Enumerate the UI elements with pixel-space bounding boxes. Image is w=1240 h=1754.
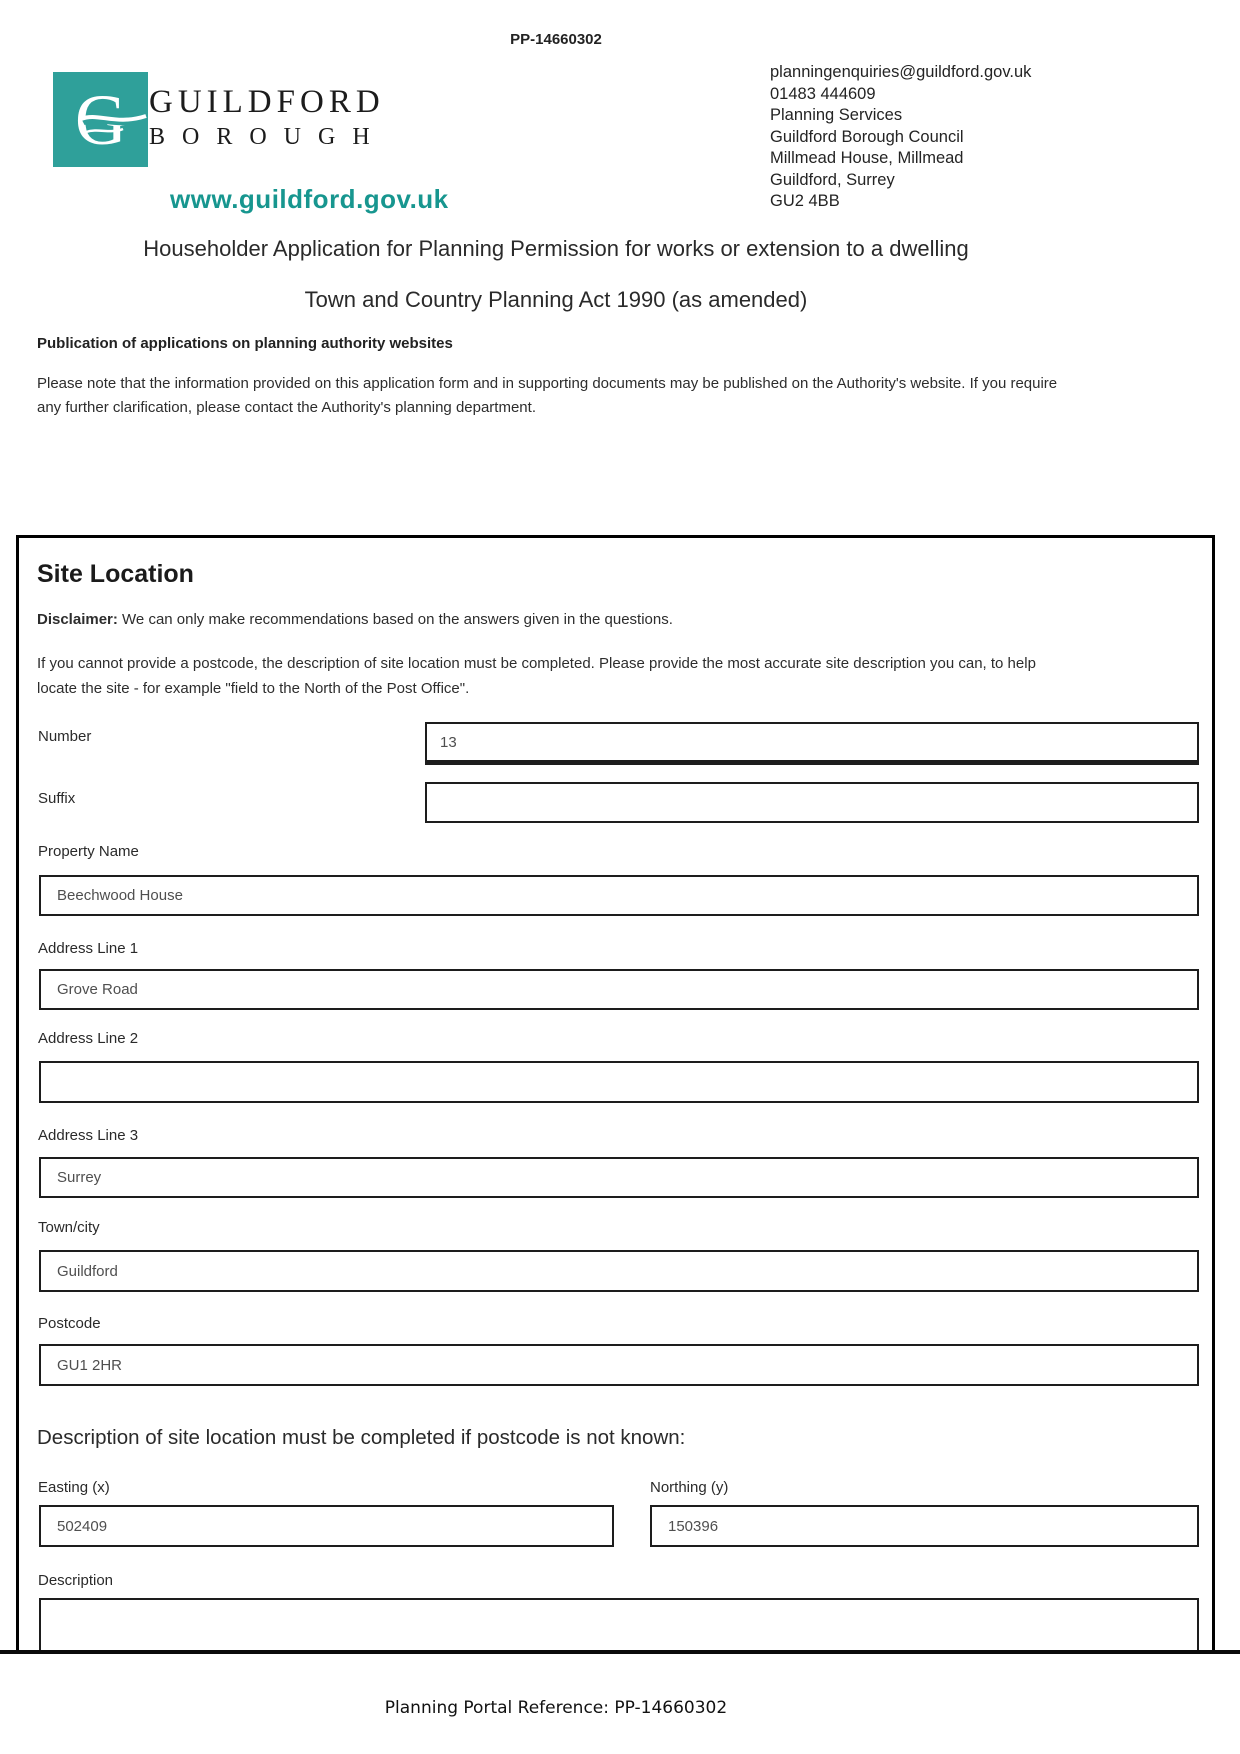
contact-phone: 01483 444609 — [770, 84, 876, 103]
disclaimer-text: We can only make recommendations based on the answers given in the questions. — [117, 611, 673, 628]
address-line-1-input[interactable] — [39, 969, 1199, 1010]
number-input[interactable] — [425, 722, 1199, 765]
postcode-input[interactable] — [39, 1344, 1199, 1386]
easting-input[interactable] — [39, 1505, 614, 1547]
page-break-rule — [0, 1650, 1240, 1654]
postcode-note: If you cannot provide a postcode, the description of site location must be completed. Please provide the most accurate site description you can, to help locate the site - for example "field to the North of the Post Office". — [37, 655, 1036, 697]
address-line-2-input[interactable] — [39, 1061, 1199, 1103]
guildford-logo-icon — [53, 72, 148, 167]
contact-email: planningenquiries@guildford.gov.uk — [770, 63, 1032, 81]
contact-dept: Planning Services — [770, 106, 903, 124]
form-title: Householder Application for Planning Permission for works or extension to a dwelling — [143, 236, 969, 261]
contact-address1: Millmead House, Millmead — [770, 149, 964, 167]
guildford-logo — [53, 72, 148, 167]
publication-heading: Publication of applications on planning authority websites — [37, 335, 453, 352]
portal-reference-top: PP-14660302 — [510, 31, 602, 48]
property-name-label: Property Name — [38, 843, 139, 860]
address-line-2-label: Address Line 2 — [38, 1030, 139, 1047]
town-city-input[interactable] — [39, 1250, 1199, 1292]
contact-address2: Guildford, Surrey — [770, 170, 895, 189]
contact-block — [770, 62, 1031, 213]
contact-postcode: GU2 4BB — [770, 192, 840, 210]
contact-council: Guildford Borough Council — [770, 127, 964, 146]
town-city-label: Town/city — [38, 1219, 100, 1236]
logo-wordmark-guildford: GUILDFORD — [149, 84, 385, 120]
postcode-label: Postcode — [38, 1315, 101, 1332]
address-line-1-label: Address Line 1 — [38, 940, 139, 957]
disclaimer-label: Disclaimer: — [37, 611, 118, 628]
property-name-input[interactable] — [39, 875, 1199, 916]
address-line-3-label: Address Line 3 — [38, 1127, 139, 1144]
suffix-label: Suffix — [38, 790, 76, 807]
description-input[interactable] — [39, 1598, 1199, 1650]
disclaimer-line — [37, 608, 1082, 632]
form-subtitle: Town and Country Planning Act 1990 (as amended) — [304, 287, 808, 312]
northing-label: Northing (y) — [650, 1479, 729, 1496]
publication-text: Please note that the information provided on this application form and in supporting documents may be published on the Authority's website. If you require any further clarification, please contact the Authority's planning department. — [37, 375, 1058, 416]
description-label: Description — [38, 1572, 114, 1589]
site-location-heading: Site Location — [37, 560, 194, 588]
council-website-link[interactable]: www.guildford.gov.uk — [170, 184, 449, 214]
number-label: Number — [38, 728, 92, 745]
address-line-3-input[interactable] — [39, 1157, 1199, 1198]
logo-wordmark-borough: BOROUGH — [149, 124, 387, 150]
easting-label: Easting (x) — [38, 1479, 110, 1496]
svg-text:G: G — [75, 80, 127, 160]
portal-reference-footer: Planning Portal Reference: PP-14660302 — [384, 1698, 728, 1718]
description-heading: Description of site location must be completed if postcode is not known: — [37, 1426, 686, 1449]
northing-input[interactable] — [650, 1505, 1199, 1547]
suffix-input[interactable] — [425, 782, 1199, 823]
